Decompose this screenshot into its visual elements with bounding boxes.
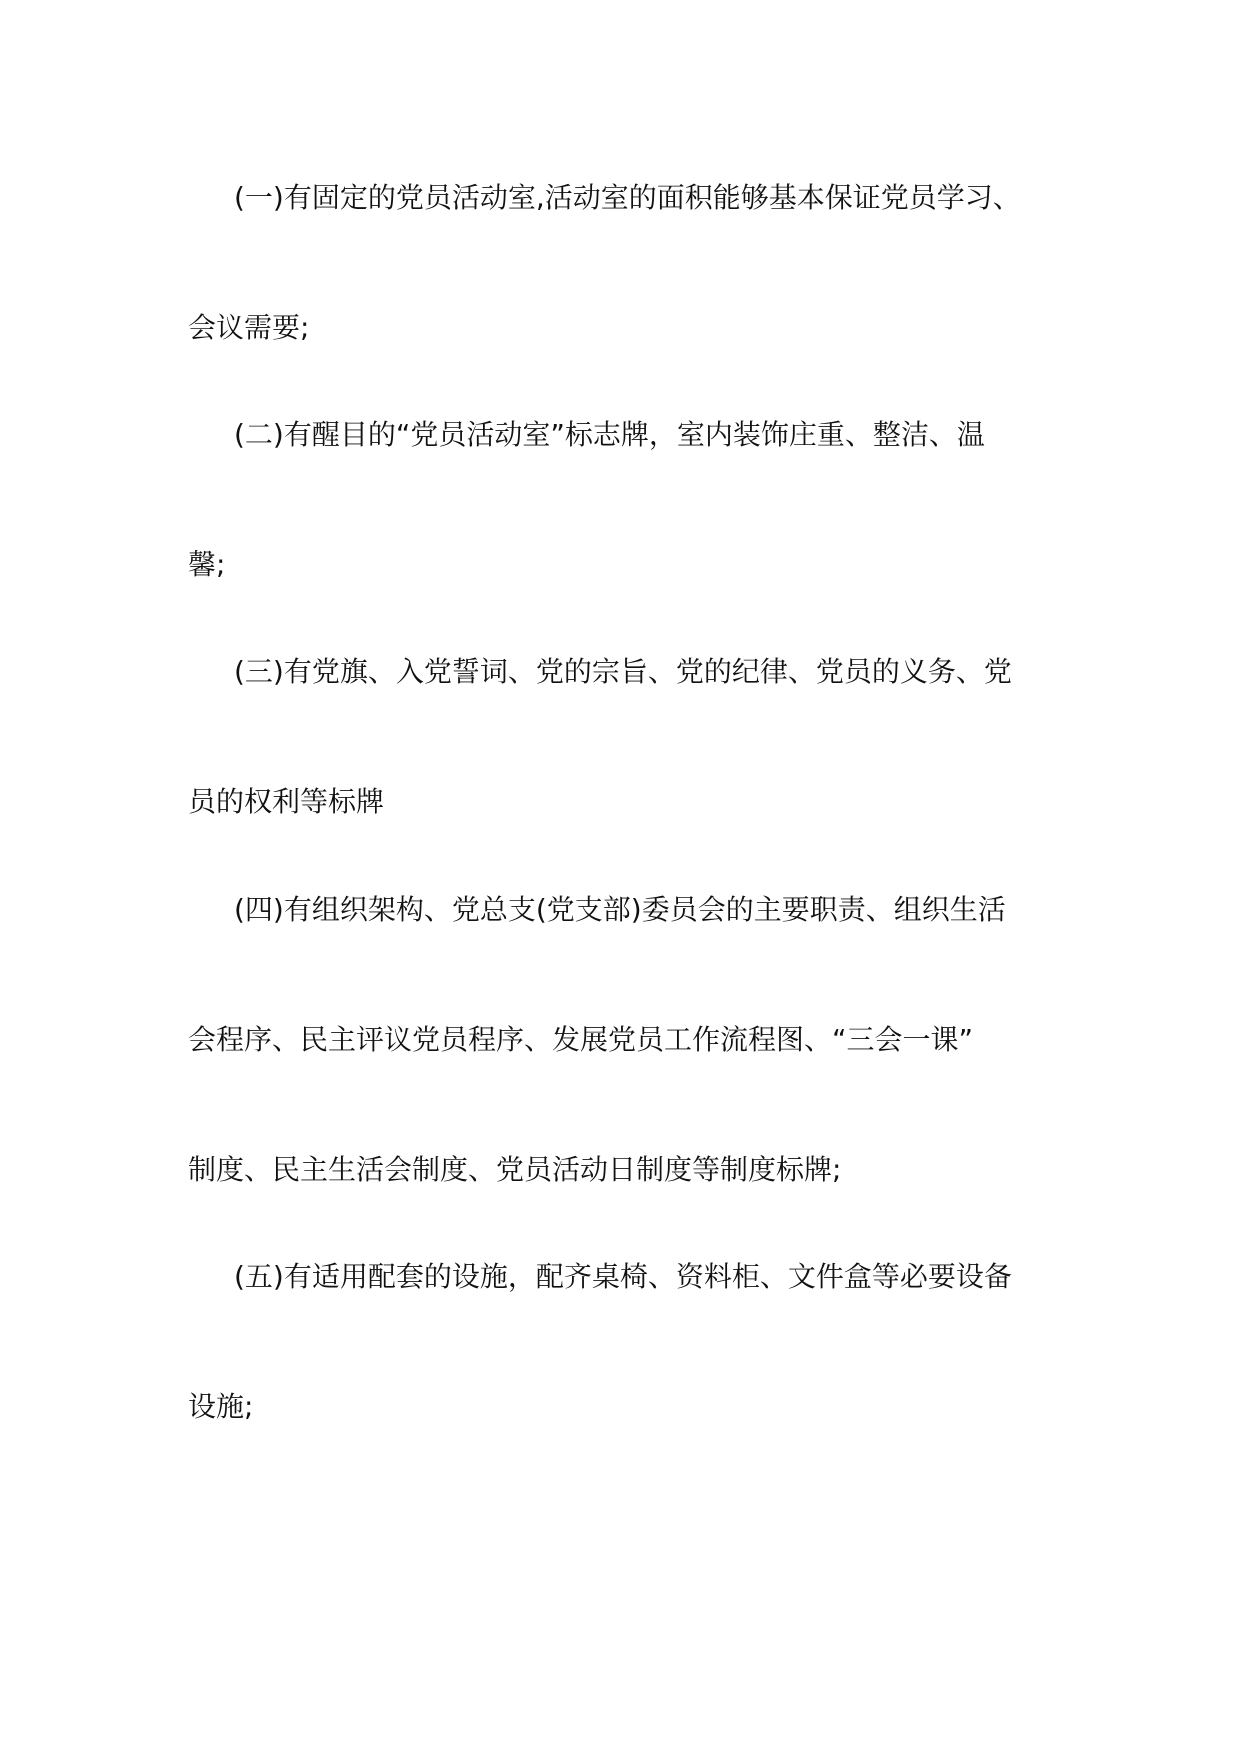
paragraph-4-line-2: 会程序、民主评议党员程序、发展党员工作流程图、“三会一课” <box>188 1023 974 1056</box>
paragraph-4-line-1: (四)有组织架构、党总支(党支部)委员会的主要职责、组织生活 <box>234 893 1006 926</box>
paragraph-4-line-3: 制度、民主生活会制度、党员活动日制度等制度标牌; <box>188 1153 842 1186</box>
paragraph-3-line-1: (三)有党旗、入党誓词、党的宗旨、党的纪律、党员的义务、党 <box>234 655 1012 688</box>
paragraph-1-line-1: (一)有固定的党员活动室,活动室的面积能够基本保证党员学习、 <box>234 181 1021 214</box>
paragraph-5-line-2: 设施; <box>188 1390 254 1423</box>
paragraph-5-line-1: (五)有适用配套的设施，配齐桌椅、资料柜、文件盒等必要设备 <box>234 1260 1012 1293</box>
paragraph-1-line-2: 会议需要; <box>188 311 310 344</box>
paragraph-3-line-2: 员的权利等标牌 <box>188 785 385 818</box>
paragraph-2-line-1: (二)有醒目的“党员活动室”标志牌，室内装饰庄重、整洁、温 <box>234 418 985 451</box>
paragraph-2-line-2: 馨; <box>188 548 226 581</box>
